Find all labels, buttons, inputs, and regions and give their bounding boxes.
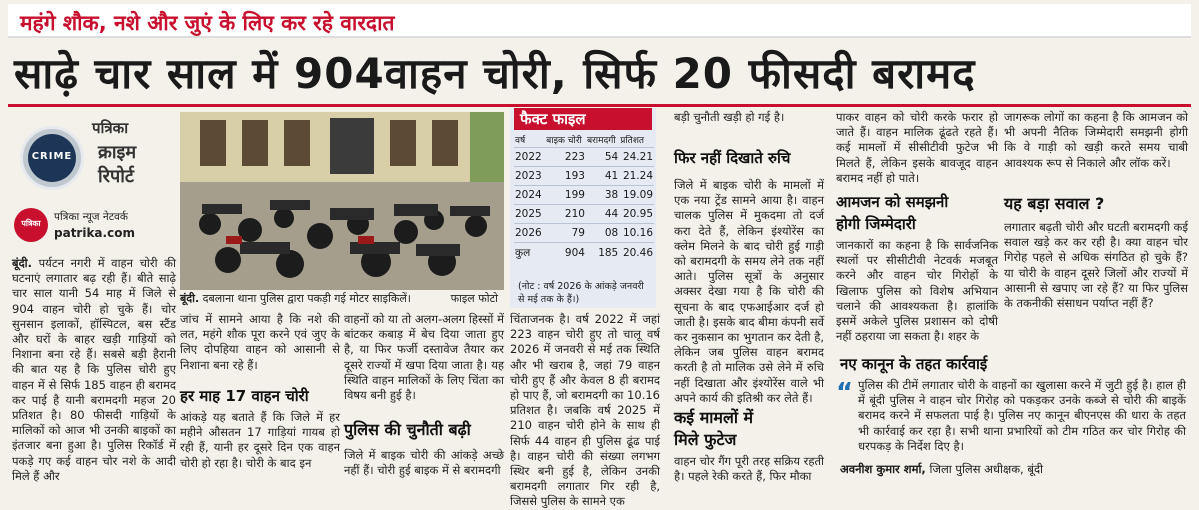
kicker-bar	[8, 4, 1191, 38]
caption-credit: फाइल फोटो	[450, 292, 498, 305]
article-column-5-top	[674, 110, 824, 142]
fact-row	[514, 186, 654, 205]
fact-cell: 41	[604, 170, 619, 182]
col7-p1: लगातार बढ़ती चोरी और घटती बरामदगी कई सवाल खड़े कर कर रही है। क्या वाहन चोर गिरोह पहले से अधिक संगठित हो चुके हैं? या चोरी के वाहन दूसरे जिलों और राज्यों में आसानी से खपाए जा रहे हैं? या फिर पुलिस के तकनीकी संसाधन पर्याप्त नहीं हैं?	[1004, 220, 1188, 311]
fact-file-note: (नोट : वर्ष 2026 के आंकड़े जनवरी से मई तक के हैं।)	[518, 281, 644, 305]
fact-file-title: फैक्ट फाइल	[514, 108, 652, 130]
col4-p1: चिंताजनक है। वर्ष 2022 में जहां 223 वाहन चोरी हुए तो चालू वर्ष 2026 में जनवरी से मई तक स्थिति और भी खराब है, जहां 79 वाहन चोरी हुए हैं और केवल 8 ही बरामद हो पाए हैं, जो बरामदगी का 10.16 प्रतिशत है। जबकि वर्ष 2025 में 210 वाहन चोरी होने के साथ ही सिर्फ 44 वाहन ही पुलिस ढूंढ पाई है। वाहन चोरी की संख्या लगभग स्थिर बनी हुई है, लेकिन उनकी बरामदगी लगातार गिर रही है, जिससे पुलिस के सामने एक	[510, 312, 660, 509]
col7-p0: जागरूक लोगों का कहना है कि आमजन को भी अपनी नैतिक जिम्मेदारी समझनी होगी कि वे गाड़ी को खड़ी करते समय चाबी आवश्यक रूप से निकाले और लॉक करें।	[1004, 110, 1188, 170]
fact-row	[514, 205, 654, 224]
col2-p2: आंकड़े यह बताते हैं कि जिले में हर महीने औसतन 17 गाड़ियां गायब हो रही हैं, यानी हर दूसरे दिन एक वाहन चोरी हो रहा है। चोरी के बाद इन	[180, 410, 340, 470]
crime-badge-text: CRIME	[31, 151, 73, 162]
signature-name: अवनीश कुमार शर्मा,	[840, 462, 926, 476]
fact-cell: 08	[604, 227, 619, 239]
brand-krime: क्राइम	[98, 142, 137, 163]
quote-icon: “	[836, 378, 854, 408]
subhead-footage-b: मिले फुटेज	[674, 430, 737, 449]
article-column-5-mid	[674, 178, 824, 404]
subhead-public-responsibility-a: आमजन को समझनी	[836, 193, 949, 211]
fact-cell: 19.09	[622, 189, 653, 201]
fact-cell: कुल	[515, 247, 531, 259]
fact-row	[514, 224, 654, 243]
article-column-2-bottom	[180, 410, 340, 492]
fact-header: प्रतिशत	[620, 136, 645, 146]
col3-p2: जिले में बाइक चोरी की आंकड़े अच्छे नहीं हैं। चोरी हुई बाइक में से बरामदगी	[344, 448, 504, 478]
article-column-4	[510, 312, 660, 509]
subhead-no-interest: फिर नहीं दिखाते रुचि	[674, 149, 791, 167]
fact-header: वर्ष	[515, 136, 526, 146]
fact-cell: 185	[598, 247, 619, 259]
article-column-2-top	[180, 312, 340, 376]
fact-cell: 10.16	[622, 227, 653, 239]
network-url[interactable]: patrika.com	[54, 226, 135, 240]
patrika-logo	[14, 208, 48, 242]
col6-p0: पाकर वाहन को चोरी करके फरार हो जाते हैं। वाहन मालिक ढूंढते रहते हैं। कई मामलों में सीसीटीवी फुटेज भी मिलते हैं, लेकिन इसके बावजूद वाहन बरामद नहीं हो पाते।	[836, 110, 998, 185]
caption-text: दबलाना थाना पुलिस द्वारा पकड़ी गई मोटर साइकिलें।	[199, 292, 411, 305]
caption-place: बूंदी.	[180, 292, 200, 305]
photo-illustration	[180, 112, 504, 290]
fact-row-total	[514, 243, 654, 264]
subhead-public-responsibility-b: होगी जिम्मेदारी	[836, 215, 916, 233]
headline: साढ़े चार साल में 904वाहन चोरी, सिर्फ 20 फीसदी बरामद	[14, 49, 976, 98]
article-column-1	[12, 256, 176, 492]
col5-p1: जिले में बाइक चोरी के मामलों में एक नया ट्रेंड सामने आया है। वाहन चालक पुलिस में मुकदमा तो दर्ज करा देते हैं, लेकिन इंश्योरेंस का क्लेम मिलने के बाद चोरी हुई गाड़ी को बरामदगी के समय लेने तक नहीं आते। पुलिस सूत्रों के अनुसार अक्सर देखा गया है कि चोरी की सूचना के बाद एफआईआर दर्ज हो जाती है। इसके बाद बीमा कंपनी सर्वे कर नुकसान का भुगतान कर देती है, लेकिन जब पुलिस वाहन बरामद करती है तो मालिक उसे लेने में रुचि नहीं दिखाता और इंश्योरेंस वाले भी अपने कार्य की इतिश्री कर लेते हैं।	[674, 178, 824, 405]
fact-cell: 2025	[515, 208, 542, 220]
fact-cell: 38	[604, 189, 619, 201]
article-column-6-bottom	[836, 238, 998, 352]
col2-p1: जांच में सामने आया है कि नशे की लत, महंगे शौक पूरा करने एवं जुए के लिए दोपहिया वाहन को आसानी से निशाना बना रहे हैं।	[180, 312, 340, 372]
fact-cell: 199	[564, 189, 585, 201]
fact-row	[514, 148, 654, 167]
network-name: पत्रिका न्यूज नेटवर्क	[54, 211, 128, 223]
brand-report: रिपोर्ट	[98, 166, 134, 187]
fact-cell: 20.46	[622, 247, 653, 259]
fact-cell: 44	[604, 208, 619, 220]
article-column-5-bottom	[674, 454, 824, 492]
fact-cell: 904	[564, 247, 585, 259]
kicker: महंगे शौक, नशे और जुएं के लिए कर रहे वारदात	[20, 11, 395, 35]
photo-caption	[180, 291, 504, 309]
headline-rule	[8, 104, 1191, 107]
headline-block	[8, 40, 1191, 104]
fact-cell: 210	[564, 208, 585, 220]
fact-cell: 2026	[515, 227, 542, 239]
fact-cell: 193	[564, 170, 585, 182]
article-column-6-top	[836, 110, 998, 186]
brand-patrika: पत्रिका	[92, 119, 129, 137]
fact-row	[514, 167, 654, 186]
fact-cell: 24.21	[622, 151, 653, 163]
fact-cell: 54	[604, 151, 619, 163]
article-column-7-top	[1004, 110, 1188, 186]
new-law-text-block	[858, 378, 1186, 458]
fact-cell: 2023	[515, 170, 542, 182]
subhead-footage-a: कई मामलों में	[674, 408, 754, 427]
new-law-box	[836, 372, 1186, 490]
signature	[840, 462, 1043, 477]
new-law-text: पुलिस की टीमें लगातार चोरी के वाहनों का खुलासा करने में जुटी हुई है। हाल ही में बूंदी पुलिस ने वाहन चोर गिरोह को पकड़कर उनके कब्जे से चोरी की बाइकें बरामद करने में सफलता पाई है। पुलिस नए कानून बीएनएस की धारा के तहत भी कार्रवाई कर रहा है। सभी थाना प्रभारियों को टीम गठित कर चोर गिरोह की धरपकड़ के निर्देश दिए है।	[858, 378, 1186, 453]
fact-cell: 79	[571, 227, 585, 239]
fact-cell: 20.95	[622, 208, 653, 220]
fact-cell: 2024	[515, 189, 542, 201]
subhead-monthly-theft: हर माह 17 वाहन चोरी	[180, 387, 309, 405]
patrika-logo-text: पत्रिका	[21, 219, 41, 228]
article-column-3-bottom	[344, 448, 504, 492]
fact-header: बरामदगी	[586, 136, 616, 146]
col3-p1: वाहनों को या तो अलग-अलग हिस्सों में बांटकर कबाड़ में बेच दिया जाता हुए है, या फिर फर्जी दस्तावेज तैयार कर दूसरे राज्यों में खपा दिया जाता है। यह स्थिति वाहन मालिकों के लिए चिंता का विषय बनी हुई है।	[344, 312, 504, 403]
article-column-3-top	[344, 312, 504, 410]
dateline: बूंदी.	[12, 256, 33, 270]
fact-file-box	[510, 108, 656, 308]
crime-report-brand	[12, 112, 178, 252]
subhead-big-question: यह बड़ा सवाल ?	[1004, 194, 1105, 213]
subhead-new-law: नए कानून के तहत कार्रवाई	[840, 355, 988, 373]
crime-badge	[20, 126, 84, 190]
article-column-7-bottom	[1004, 220, 1188, 348]
fact-cell: 2022	[515, 151, 542, 163]
signature-role: जिला पुलिस अधीक्षक, बूंदी	[925, 462, 1044, 476]
fact-header: बाइक चोरी	[546, 136, 582, 146]
col5-p2: वाहन चोर गैंग पूरी तरह सक्रिय रहती है। पहले रेकी करते हैं, फिर मौका	[674, 454, 824, 484]
fact-cell: 21.24	[622, 170, 653, 182]
col1-text: पर्यटन नगरी में वाहन चोरी की घटनाएं लगातार बढ़ रही हैं। बीते साढ़े चार साल यानी 54 माह में जिले से 904 वाहन चोरी हो चुके हैं। चोर सुनसान इलाकों, हॉस्पिटल, बस स्टैंड और घरों के बाहर खड़ी गाड़ियों को निशाना बना रहे हैं। सबसे बड़ी हैरानी की बात यह है कि पुलिस चोरी हुए वाहन में से सिर्फ 185 वाहन ही बरामद कर पाई है यानी बरामदगी महज 20 प्रतिशत है। 80 फीसदी गाड़ियों के मालिकों को आज भी उनकी बाइकों का इंतजार बना हुआ है। पुलिस रिकॉर्ड में पकड़े गए कई वाहन चोर नशे के आदी मिले हैं और	[12, 256, 176, 483]
fact-file-table	[514, 132, 654, 263]
fact-cell: 223	[564, 151, 585, 163]
news-photo	[180, 112, 504, 290]
col6-p1: जानकारों का कहना है कि सार्वजनिक स्थलों पर सीसीटीवी नेटवर्क मजबूत करने और वाहन चोर गिरोहों के खिलाफ पुलिस को विशेष अभियान चलाने की आवश्यकता है। हालांकि इसमें अकेले पुलिस प्रशासन को दोषी नहीं ठहराया जा सकता है। शहर के	[836, 238, 998, 344]
col5-p0: बड़ी चुनौती खड़ी हो गई है।	[674, 110, 785, 124]
subhead-police-challenge: पुलिस की चुनौती बढ़ी	[344, 420, 471, 439]
